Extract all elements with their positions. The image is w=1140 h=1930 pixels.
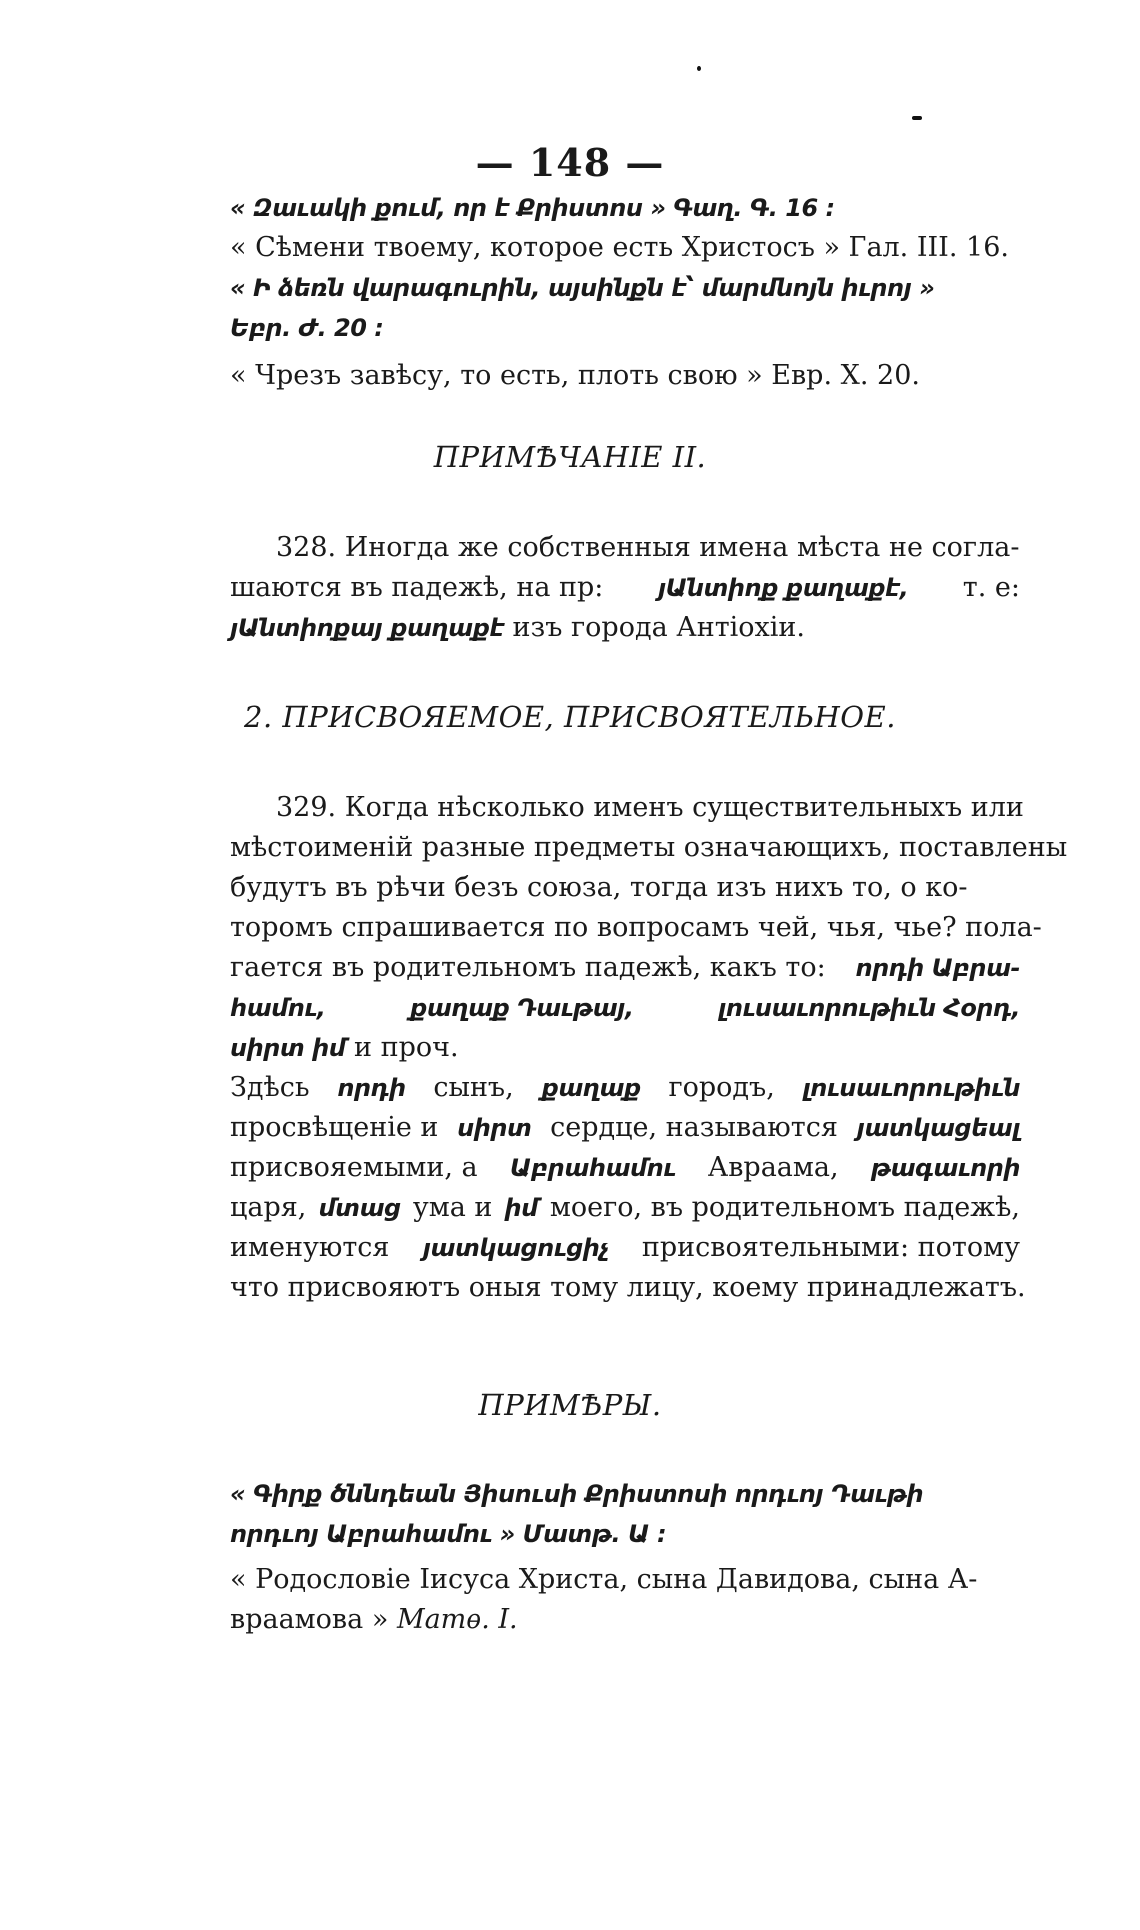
armenian-word: սիրտ իմ: [230, 1034, 346, 1062]
section-heading-examples: ПРИМѢРЫ.: [478, 1388, 662, 1422]
paragraph-line: присвояемыми, а Աբրահամու Авраама, թագաւորի: [230, 1148, 1020, 1188]
armenian-word: յատկացուցիչ: [422, 1234, 609, 1262]
armenian-quote-text: « Ի ձեռն վարագուրին, այսինքն է՝ մարմնոյն իւրոյ »: [230, 274, 935, 302]
armenian-quote-text: « Զաւակի քում, որ է Քրիստոս » Գաղ. Գ. 16 :: [230, 194, 835, 222]
armenian-example-text: որդւոյ Աբրահամու » Մատթ. Ա :: [230, 1520, 667, 1548]
paragraph-line: именуются յատկացուցիչ присвоятельными: потому: [230, 1228, 1020, 1268]
ink-speck: [697, 66, 701, 71]
armenian-quote-reference: Եբր. Ժ. 20 :: [230, 314, 384, 342]
armenian-word: համու,: [230, 994, 326, 1022]
paragraph-line: торомъ спрашивается по вопросамъ чей, чья, чье? пола-: [230, 912, 1042, 943]
paragraph-line: просвѣщеніе и սիրտ сердце, называются յատկացեալ: [230, 1108, 1020, 1148]
armenian-word: որդի Աբրա-: [855, 954, 1020, 982]
paragraph-line: царя, մտաց ума и իմ моего, въ родительномъ падежѣ,: [230, 1188, 1020, 1228]
armenian-word: սիրտ: [457, 1114, 532, 1142]
paragraph-328: [230, 528, 1020, 648]
example-reference: Матѳ. I.: [396, 1604, 518, 1635]
armenian-word: քաղաք Դաւթայ,: [410, 994, 634, 1022]
page-number: — 148 —: [475, 140, 665, 185]
russian-example-text: враамова » Матѳ. I.: [230, 1604, 518, 1635]
paragraph-329: [230, 788, 1068, 1308]
armenian-word: որդի: [337, 1074, 406, 1102]
paragraph-line: что присвояютъ оныя тому лицу, коему принадлежатъ.: [230, 1272, 1026, 1303]
ink-speck: [912, 116, 922, 120]
armenian-word: քաղաք: [541, 1074, 641, 1102]
paragraph-line: мѣстоименій разные предметы означающихъ, поставлены: [230, 832, 1068, 863]
paragraph-line: 329. Когда нѣсколько именъ существительныхъ или: [276, 792, 1024, 823]
paragraph-line: будутъ въ рѣчи безъ союза, тогда изъ нихъ то, о ко-: [230, 872, 968, 903]
russian-quote-text: « Чрезъ завѣсу, то есть, плоть свою » Евр. X. 20.: [230, 360, 920, 391]
armenian-word: թագաւորի: [870, 1154, 1020, 1182]
paragraph-line: Здѣсь որդի сынъ, քաղաք городъ, լուսաւորութիւն: [230, 1068, 1020, 1108]
armenian-word: յԱնտիոքայ քաղաքէ: [230, 614, 504, 642]
armenian-word: յատկացեալ: [856, 1114, 1020, 1142]
armenian-word: Աբրահամու: [509, 1154, 676, 1182]
russian-example-text: « Родословіе Іисуса Христа, сына Давидова, сына А-: [230, 1564, 978, 1595]
section-heading-2: 2. ПРИСВОЯЕМОЕ, ПРИСВОЯТЕЛЬНОЕ.: [244, 700, 896, 734]
armenian-example-text: « Գիրք ծննդեան Յիսուսի Քրիստոսի որդւոյ Դաւթի: [230, 1480, 924, 1508]
paragraph-line: шаются въ падежѣ, на пр: յԱնտիոք քաղաքէ, т. е:: [230, 568, 1020, 608]
armenian-word: լուսաւորութիւն Հօրդ,: [718, 994, 1020, 1022]
paragraph-line: [230, 988, 1020, 1028]
paragraph-line: յԱնտիոքայ քաղաքէ изъ города Антіохіи.: [230, 612, 805, 643]
paragraph-line: гается въ родительномъ падежѣ, какъ то: որդի Աբրա-: [230, 948, 1020, 988]
paragraph-line: սիրտ իմ и проч.: [230, 1032, 459, 1063]
armenian-word: լուսաւորութիւն: [802, 1074, 1020, 1102]
quote-2: [230, 268, 1020, 396]
quote-1: [230, 188, 1020, 268]
armenian-word: յԱնտիոք քաղաքէ,: [657, 574, 909, 602]
example-quote: [230, 1474, 1020, 1640]
armenian-word: մտաց: [318, 1194, 401, 1222]
armenian-word: իմ: [504, 1194, 538, 1222]
paragraph-line: 328. Иногда же собственныя имена мѣста не согла-: [276, 532, 1020, 563]
section-heading-note: ПРИМѢЧАНІЕ II.: [433, 440, 707, 474]
russian-quote-text: « Сѣмени твоему, которое есть Христосъ » Гал. III. 16.: [230, 232, 1009, 263]
